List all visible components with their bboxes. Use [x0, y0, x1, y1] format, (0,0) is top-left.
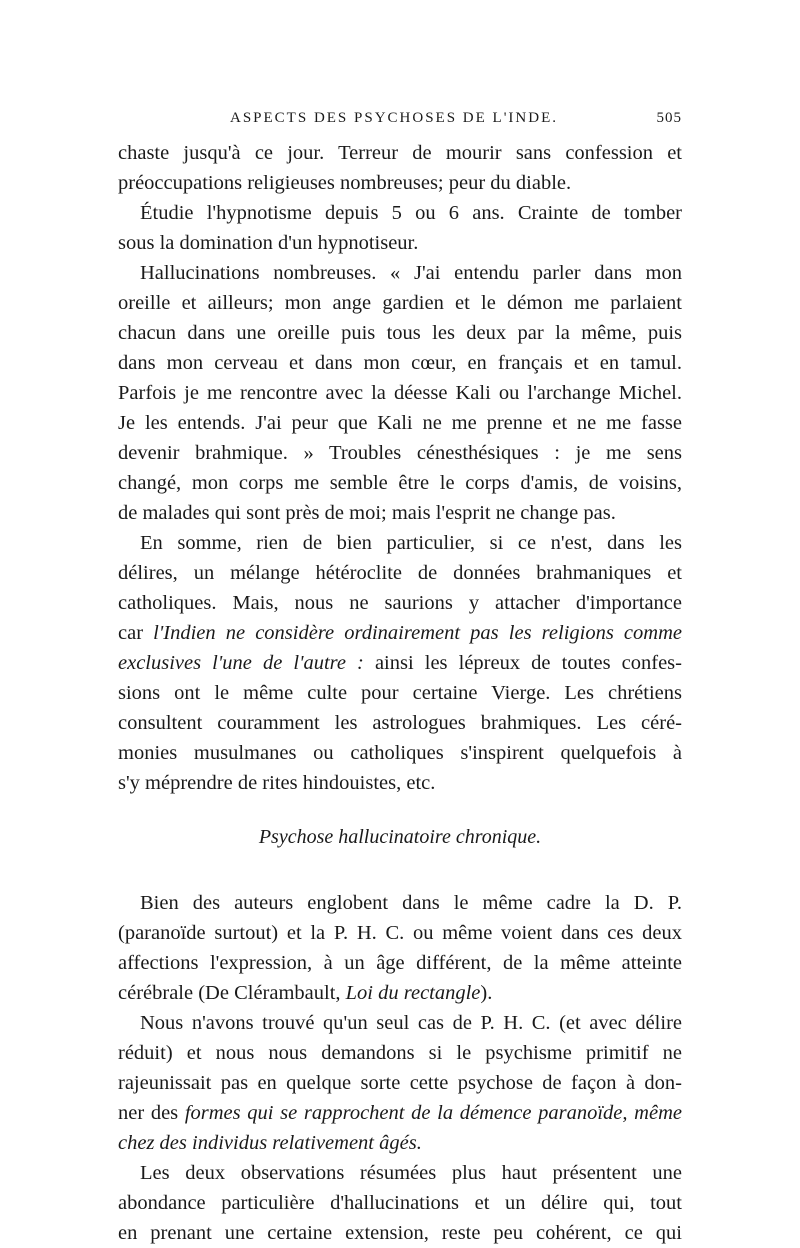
text-run: car — [118, 622, 154, 644]
text-line: affections l'expression, à un âge différent, de la même atteinte — [118, 952, 682, 974]
text-line: Nous n'avons trouvé qu'un seul cas de P. H. C. (et avec délire — [140, 1012, 682, 1034]
paragraph-2 — [118, 198, 682, 258]
text-run: ner des — [118, 1102, 185, 1124]
text-line: Bien des auteurs englobent dans le même cadre la D. P. — [140, 892, 682, 914]
italic-run: Loi du rectangle — [345, 982, 481, 1004]
text-line: Je les entends. J'ai peur que Kali ne me prenne et ne me fasse — [118, 412, 682, 434]
text-line: Parfois je me rencontre avec la déesse Kali ou l'archange Michel. — [118, 382, 682, 404]
text-line: sous la domination d'un hypnotiseur. — [118, 232, 419, 254]
text-line: préoccupations religieuses nombreuses; peur du diable. — [118, 172, 572, 194]
text-line: devenir brahmique. » Troubles cénesthésiques : je me sens — [118, 442, 682, 464]
text-line: oreille et ailleurs; mon ange gardien et le démon me parlaient — [118, 292, 682, 314]
text-line: changé, mon corps me semble être le corps d'amis, de voisins, — [118, 472, 682, 494]
paragraph-6 — [118, 1008, 682, 1158]
text-line — [118, 1128, 682, 1158]
italic-run: exclusives l'une de l'autre : — [118, 652, 364, 674]
running-title: ASPECTS DES PSYCHOSES DE L'INDE. — [230, 110, 558, 126]
text-line: en prenant une certaine extension, reste peu cohérent, ce qui — [118, 1222, 682, 1244]
text-line: Les deux observations résumées plus haut présentent une — [140, 1162, 682, 1184]
text-line: monies musulmanes ou catholiques s'inspirent quelquefois à — [118, 742, 682, 764]
paragraph-1 — [118, 138, 682, 198]
paragraph-3 — [118, 258, 682, 528]
section-heading: Psychose hallucinatoire chronique. — [258, 826, 542, 848]
text-line: Étudie l'hypnotisme depuis 5 ou 6 ans. Crainte de tomber — [140, 202, 682, 224]
page-number: 505 — [656, 110, 682, 126]
text-line: Hallucinations nombreuses. « J'ai entendu parler dans mon — [140, 262, 682, 284]
book-page — [118, 110, 682, 1248]
text-line: consultent couramment les astrologues brahmiques. Les céré- — [118, 712, 682, 734]
text-line — [118, 1098, 682, 1128]
text-line: chaste jusqu'à ce jour. Terreur de mourir sans confession et — [118, 142, 682, 164]
paragraph-4 — [118, 528, 682, 798]
text-line: En somme, rien de bien particulier, si ce n'est, dans les — [140, 532, 682, 554]
text-line: réduit) et nous nous demandons si le psychisme primitif ne — [118, 1042, 682, 1064]
running-header — [118, 110, 682, 138]
paragraph-5 — [118, 888, 682, 1008]
text-run: ). — [480, 982, 493, 1004]
text-line — [118, 618, 682, 648]
text-line: dans mon cerveau et dans mon cœur, en français et en tamul. — [118, 352, 682, 374]
text-line: abondance particulière d'hallucinations et un délire qui, tout — [118, 1192, 682, 1214]
text-line: de malades qui sont près de moi; mais l'esprit ne change pas. — [118, 502, 616, 524]
text-run: ainsi les lépreux de toutes confes- — [363, 652, 682, 674]
text-line: catholiques. Mais, nous ne saurions y attacher d'importance — [118, 592, 682, 614]
italic-run: formes qui se rapprochent de la démence paranoïde, même — [184, 1102, 682, 1124]
text-line: sions ont le même culte pour certaine Vierge. Les chrétiens — [118, 682, 682, 704]
italic-run: chez des individus relativement âgés. — [118, 1132, 422, 1154]
text-line: délires, un mélange hétéroclite de données brahmaniques et — [118, 562, 682, 584]
text-line: rajeunissait pas en quelque sorte cette psychose de façon à don- — [118, 1072, 682, 1094]
paragraph-7 — [118, 1158, 682, 1248]
text-line — [118, 648, 682, 678]
text-line: chacun dans une oreille puis tous les deux par la même, puis — [118, 322, 682, 344]
text-line: (paranoïde surtout) et la P. H. C. ou même voient dans ces deux — [118, 922, 682, 944]
text-line — [118, 978, 682, 1008]
text-run: cérébrale (De Clérambault, — [118, 982, 346, 1004]
italic-run: l'Indien ne considère ordinairement pas les religions comme — [153, 622, 682, 644]
text-line: s'y méprendre de rites hindouistes, etc. — [118, 772, 436, 794]
